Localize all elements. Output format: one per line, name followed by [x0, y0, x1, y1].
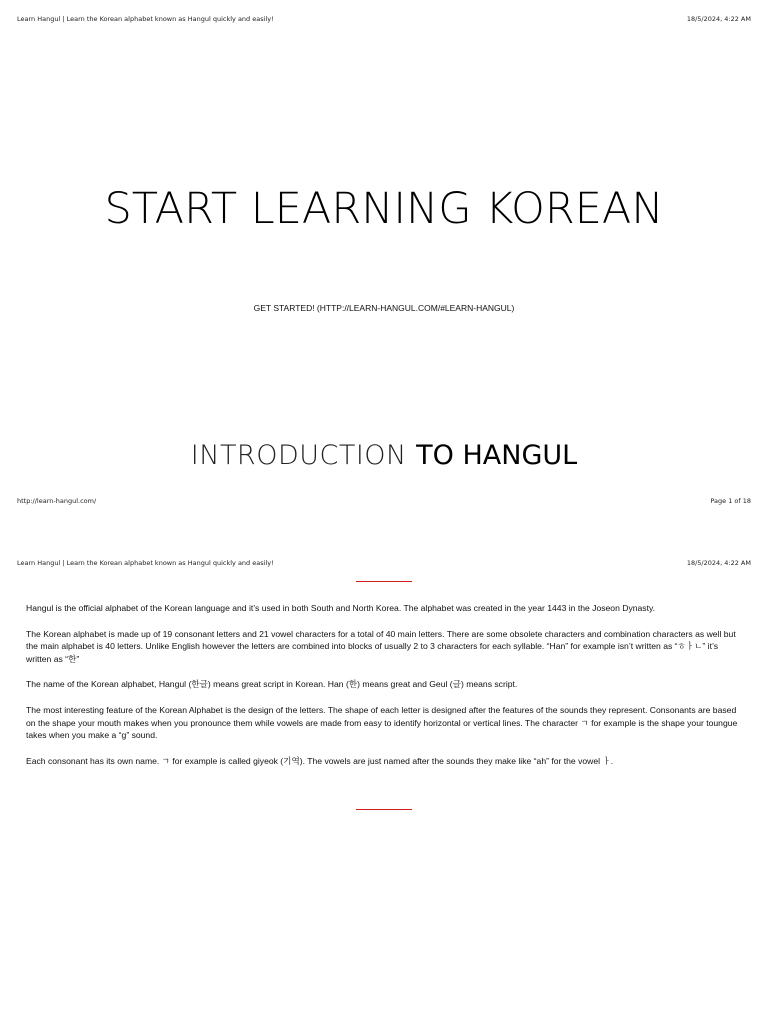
intro-paragraph: The name of the Korean alphabet, Hangul (한글) means great script in Korean. Han (한) means great and Geul (글) means script.	[26, 679, 518, 690]
intro-paragraph: Each consonant has its own name. ㄱ for example is called giyeok (기역). The vowels are just named after the sounds they make like “ah” for the vowel ㅏ.	[26, 755, 614, 766]
intro-paragraph: Hangul is the official alphabet of the Korean language and it’s used in both South and North Korea. The alphabet was created in the year 1443 in the Joseon Dynasty.	[26, 603, 656, 613]
get-started-link[interactable]: GET STARTED! (HTTP://LEARN-HANGUL.COM/#LEARN-HANGUL)	[253, 303, 515, 313]
print-header-datetime: 18/5/2024, 4:22 AM	[686, 15, 751, 23]
print-header-datetime: 18/5/2024, 4:22 AM	[686, 559, 751, 567]
hero-title: START LEARNING KOREAN	[104, 184, 664, 234]
print-header-title: Learn Hangul | Learn the Korean alphabet known as Hangul quickly and easily!	[17, 559, 274, 567]
print-footer-url: http://learn-hangul.com/	[17, 497, 97, 505]
section-title	[0, 440, 768, 471]
intro-paragraph: The Korean alphabet is made up of 19 consonant letters and 21 vowel characters for a total of 40 main letters. There are some obsolete characters and combination characters as well but the main alphabet is 40 letters. Unlike English however the letters are combined into blocks of usually 2 to 3 characters for each syllable. “Han” for example isn’t written as “ㅎㅏㄴ” it’s written as “한”	[26, 628, 736, 664]
print-footer	[17, 497, 751, 505]
print-header	[17, 15, 751, 23]
section-title-light: INTRODUCTION	[190, 440, 407, 471]
print-footer-page-number: Page 1 of 18	[710, 497, 751, 505]
intro-content	[26, 602, 742, 780]
intro-paragraph: The most interesting feature of the Korean Alphabet is the design of the letters. The shape of each letter is designed after the features of the sounds they represent. Consonants are based on the shape your mouth makes when you pronounce them while vowels are made from easy to identify horizontal or vertical lines. The character ㄱ for example is the shape your toungue takes when you make a “g” sound.	[26, 704, 738, 741]
section-divider	[356, 809, 412, 810]
section-divider	[356, 581, 412, 582]
print-header-title: Learn Hangul | Learn the Korean alphabet known as Hangul quickly and easily!	[17, 15, 274, 23]
section-title-strong: TO HANGUL	[416, 440, 578, 471]
print-header	[17, 559, 751, 567]
